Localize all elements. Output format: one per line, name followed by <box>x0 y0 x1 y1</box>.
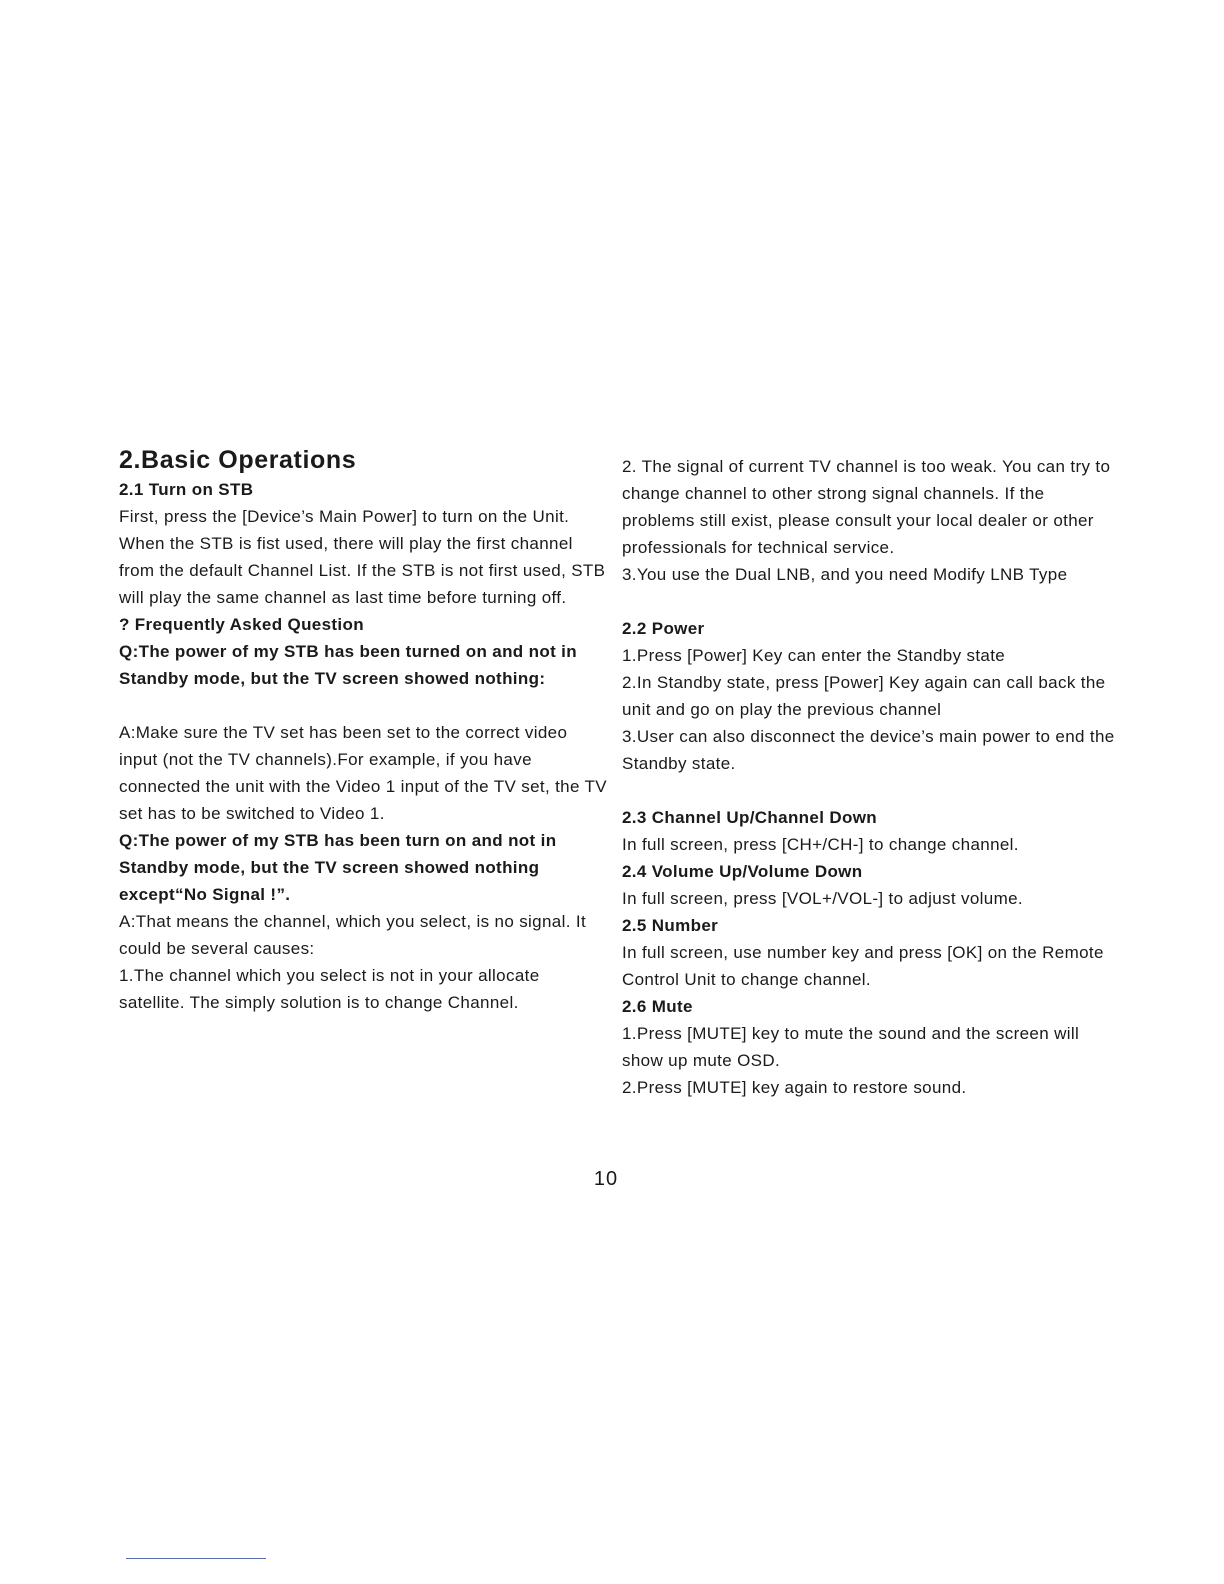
section-2-2-item-2: 2.In Standby state, press [Power] Key again can call back the unit and go on play the previous channel <box>622 673 1106 719</box>
faq-question-2: Q:The power of my STB has been turn on and not in Standby mode, but the TV screen showed nothing except“No Signal !”. <box>119 831 557 904</box>
right-column <box>622 453 1122 1101</box>
section-2-2-item-3: 3.User can also disconnect the device’s main power to end the Standby state. <box>622 727 1115 773</box>
faq-answer-2-cause-3: 3.You use the Dual LNB, and you need Modify LNB Type <box>622 565 1068 584</box>
section-2-1-paragraph-2: When the STB is fist used, there will play the first channel from the default Channel List. If the STB is not first used, STB will play the same channel as last time before turning off. <box>119 534 606 607</box>
faq-answer-1: A:Make sure the TV set has been set to the correct video input (not the TV channels).For example, if you have connected the unit with the Video 1 input of the TV set, the TV set has to be switched to Video 1. <box>119 723 607 823</box>
section-2-3-heading: 2.3 Channel Up/Channel Down <box>622 808 878 827</box>
section-2-2-heading: 2.2 Power <box>622 619 705 638</box>
faq-question-1: Q:The power of my STB has been turned on and not in Standby mode, but the TV screen showed nothing: <box>119 642 577 688</box>
spacer <box>622 588 1122 615</box>
section-2-6-item-1: 1.Press [MUTE] key to mute the sound and the screen will show up mute OSD. <box>622 1024 1080 1070</box>
section-2-4-text: In full screen, press [VOL+/VOL-] to adjust volume. <box>622 889 1023 908</box>
footer-rule <box>126 1558 266 1559</box>
faq-heading: ? Frequently Asked Question <box>119 615 364 634</box>
section-2-6-item-2: 2.Press [MUTE] key again to restore sound. <box>622 1078 967 1097</box>
faq-answer-2-cause-1: 1.The channel which you select is not in your allocate satellite. The simply solution is to change Channel. <box>119 966 540 1012</box>
faq-answer-2: A:That means the channel, which you select, is no signal. It could be several causes: <box>119 912 587 958</box>
spacer <box>622 777 1122 804</box>
section-title: 2.Basic Operations <box>119 446 357 474</box>
left-column <box>119 444 609 1016</box>
section-2-5-text: In full screen, use number key and press [OK] on the Remote Control Unit to change channel. <box>622 943 1104 989</box>
spacer <box>119 692 609 719</box>
section-2-5-heading: 2.5 Number <box>622 916 719 935</box>
section-2-1-paragraph-1: First, press the [Device’s Main Power] to turn on the Unit. <box>119 507 570 526</box>
section-2-4-heading: 2.4 Volume Up/Volume Down <box>622 862 863 881</box>
section-2-6-heading: 2.6 Mute <box>622 997 693 1016</box>
page-number: 10 <box>593 1168 619 1190</box>
section-2-1-heading: 2.1 Turn on STB <box>119 480 254 499</box>
faq-answer-2-cause-2: 2. The signal of current TV channel is too weak. You can try to change channel to other strong signal channels. If the problems still exist, please consult your local dealer or other professionals for technical service. <box>622 457 1111 557</box>
section-2-2-item-1: 1.Press [Power] Key can enter the Standby state <box>622 646 1006 665</box>
section-2-3-text: In full screen, press [CH+/CH-] to change channel. <box>622 835 1019 854</box>
